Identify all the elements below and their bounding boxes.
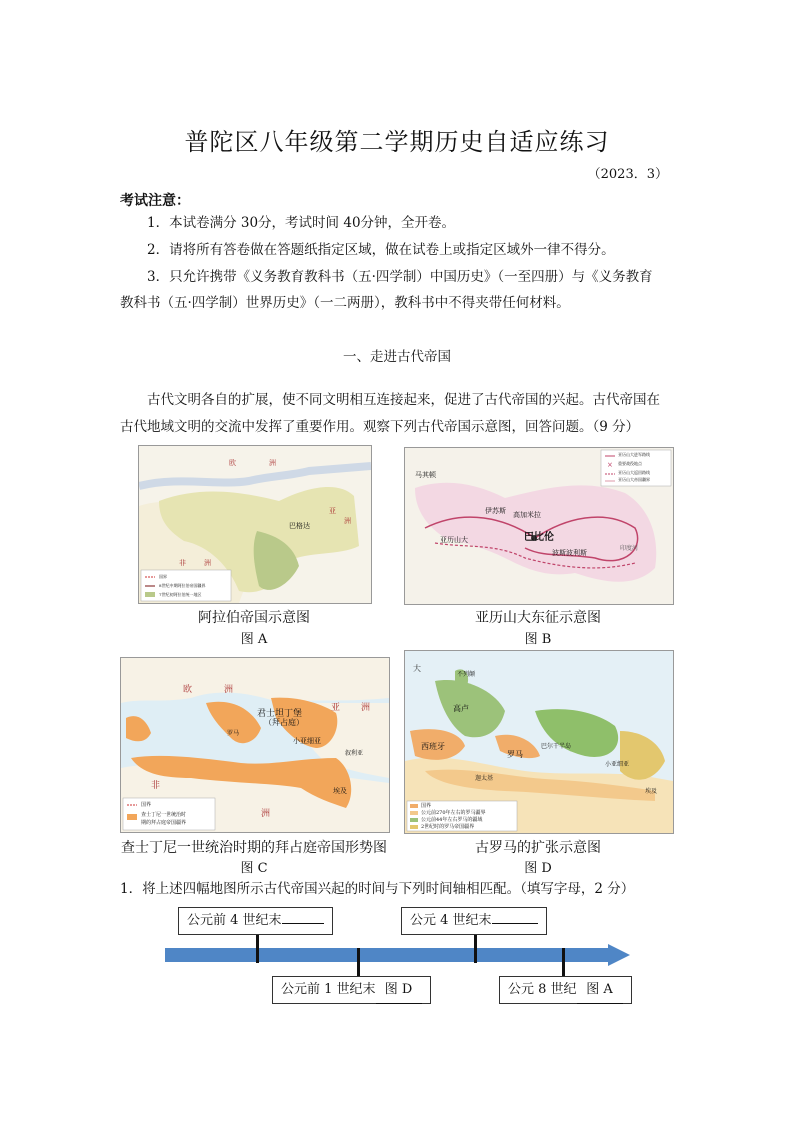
map-b-place-6: 波斯波利斯 <box>552 549 587 557</box>
map-a-place-3: 亚 <box>329 507 336 515</box>
map-b-label: 图 B <box>524 632 552 647</box>
map-a-graphic <box>139 446 371 603</box>
map-d-legend-1: 国界 <box>421 803 432 809</box>
map-d-caption: 古罗马的扩张示意图 <box>475 840 601 856</box>
map-d-place-8: 小亚细亚 <box>605 761 630 768</box>
map-c-legend-2: 查士丁尼一世统治时 <box>141 812 187 818</box>
map-c-place-9: 非 <box>151 781 161 791</box>
map-c-place-6: 洲 <box>361 703 371 713</box>
map-d-place-2: 不列颠 <box>457 671 476 678</box>
question-1: 1．将上述四幅地图所示古代帝国兴起的时间与下列时间轴相匹配。（填写字母，2 分） <box>120 881 635 897</box>
timeline-arrow-head <box>608 944 630 966</box>
map-c-place-1: 欧 <box>183 685 193 695</box>
map-d-place-7: 巴尔干半岛 <box>541 743 572 750</box>
timeline-answer-2[interactable]: 图 D <box>376 977 422 1004</box>
map-c-byzantium: （拜占庭） <box>264 718 304 727</box>
map-b-place-2: 伊苏斯 <box>485 507 506 515</box>
timeline-box-3 <box>401 907 547 935</box>
map-d-graphic <box>405 651 673 833</box>
timeline-box-3-text: 公元 4 世纪末 <box>410 913 492 928</box>
map-b-legend-2: 重要战役地点 <box>618 461 642 466</box>
map-b-place-3: 高加米拉 <box>513 511 541 519</box>
map-a-place-2: 洲 <box>269 459 276 467</box>
map-d-label: 图 D <box>524 861 552 876</box>
timeline-arrow-shaft <box>165 948 610 962</box>
map-c-caption: 查士丁尼一世统治时期的拜占庭帝国形势图 <box>121 840 387 856</box>
map-c-constantinople: 君士坦丁堡 <box>257 709 303 719</box>
map-d-place-5: 罗马 <box>507 750 523 759</box>
timeline-box-4-text: 公元 8 世纪 <box>508 982 577 997</box>
timeline-box-1 <box>178 907 333 935</box>
timeline-answer-1[interactable] <box>282 923 324 924</box>
section-title: 一、走进古代帝国 <box>343 349 451 365</box>
map-c-place-11: 埃及 <box>333 787 347 795</box>
map-d-rome-expansion <box>404 650 674 834</box>
timeline-answer-4[interactable]: 图 A <box>577 977 623 1004</box>
map-d-legend-2: 公元前270年左右的罗马疆界 <box>421 810 486 816</box>
map-c-place-12: 罗马 <box>227 730 240 737</box>
map-a-legend-2: 8世纪中期阿拉伯帝国疆界 <box>159 583 206 588</box>
timeline-tick-4 <box>562 948 565 976</box>
intro-line-2: 古代地域文明的交流中发挥了重要作用。观察下列古代帝国示意图，回答问题。（9 分） <box>120 419 640 435</box>
map-d-place-1: 大 <box>413 664 421 673</box>
map-a-caption: 阿拉伯帝国示意图 <box>198 610 310 626</box>
map-d-place-6: 迦太基 <box>475 775 494 782</box>
map-b-legend-4: 亚历山大帝国疆界 <box>618 477 650 482</box>
map-c-byzantine-empire <box>120 657 390 833</box>
map-a-place-5: 非 <box>179 559 186 567</box>
map-c-place-2: 洲 <box>224 685 234 695</box>
timeline-tick-1 <box>256 933 259 963</box>
map-d-place-9: 埃及 <box>645 788 658 795</box>
svg-text:×: × <box>607 461 613 469</box>
map-b-place-7: 印度河 <box>620 545 639 552</box>
map-b-legend-3: 亚历山大返回路线 <box>618 470 650 475</box>
map-b-babylon: 巴比伦 <box>524 532 554 543</box>
map-a-arab-empire <box>138 445 372 604</box>
map-a-legend-1: 国界 <box>159 574 167 579</box>
timeline-tick-2 <box>357 948 360 976</box>
timeline-box-2 <box>272 976 431 1004</box>
map-b-alexander-campaign <box>404 447 674 605</box>
timeline-answer-3[interactable] <box>492 923 538 924</box>
map-c-place-7: 小亚细亚 <box>293 737 321 745</box>
map-a-place-1: 欧 <box>229 459 236 467</box>
exam-date: （2023．3） <box>587 167 668 182</box>
notice-item-3: 3．只允许携带《义务教育教科书（五·四学制）中国历史》（一至四册）与《义务教育 <box>147 269 653 285</box>
map-c-place-8: 叙利亚 <box>345 750 364 757</box>
map-b-place-1: 马其顿 <box>415 471 436 479</box>
map-c-label: 图 C <box>240 861 268 876</box>
timeline-tick-3 <box>474 933 477 963</box>
notice-item-1: 1．本试卷满分 30分，考试时间 40分钟，全开卷。 <box>147 215 456 231</box>
map-a-baghdad: 巴格达 <box>289 522 310 530</box>
timeline-box-4 <box>499 976 632 1004</box>
map-b-caption: 亚历山大东征示意图 <box>475 610 601 626</box>
map-c-legend-3: 期的拜占庭帝国疆界 <box>141 820 187 826</box>
map-c-place-5: 亚 <box>331 703 341 713</box>
notice-heading: 考试注意： <box>120 193 190 209</box>
map-a-place-6: 洲 <box>204 559 211 567</box>
map-b-legend-1: 亚历山大进军路线 <box>618 452 650 457</box>
map-d-place-3: 高卢 <box>453 704 469 713</box>
timeline-box-2-text: 公元前 1 世纪末 <box>281 982 376 997</box>
map-a-place-4: 洲 <box>344 517 351 525</box>
notice-item-3-cont: 教科书（五·四学制）世界历史》（一二两册），教科书中不得夹带任何材料。 <box>120 295 570 311</box>
map-d-legend-4: 2世纪时的罗马帝国疆界 <box>421 824 475 830</box>
timeline-box-1-text: 公元前 4 世纪末 <box>187 913 282 928</box>
notice-item-2: 2．请将所有答卷做在答题纸指定区域，做在试卷上或指定区域外一律不得分。 <box>147 242 615 258</box>
page-title: 普陀区八年级第二学期历史自适应练习 <box>184 128 610 156</box>
map-c-legend-1: 国界 <box>141 802 152 808</box>
map-c-place-10: 洲 <box>261 809 271 819</box>
map-b-place-5: 亚历山大 <box>440 536 468 544</box>
map-d-legend-3: 公元前44年左右罗马的疆域 <box>421 817 483 823</box>
intro-line-1: 古代文明各自的扩展，使不同文明相互连接起来，促进了古代帝国的兴起。古代帝国在 <box>147 392 660 408</box>
map-d-place-4: 西班牙 <box>421 742 445 751</box>
map-c-graphic <box>121 658 389 832</box>
map-a-legend-3: 7世纪初阿拉伯统一地区 <box>159 592 202 597</box>
map-a-label: 图 A <box>240 632 268 647</box>
